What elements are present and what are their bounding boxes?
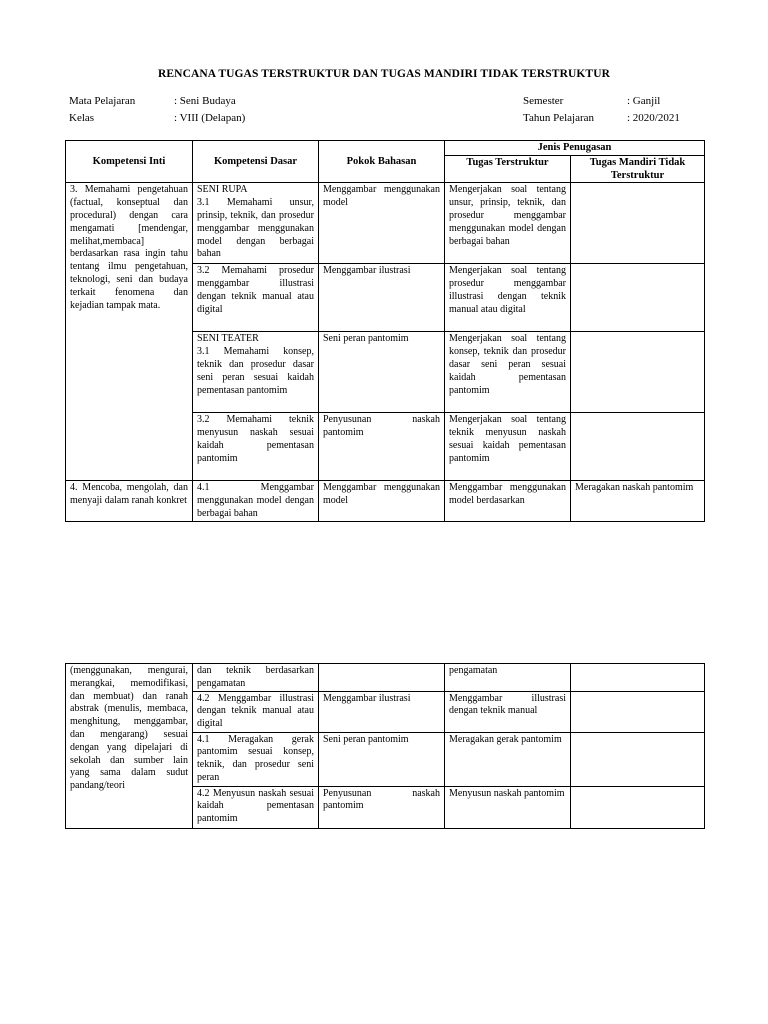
kd-heading-seni-teater: SENI TEATER	[197, 333, 259, 345]
tugas-mandiri-cell	[571, 413, 705, 481]
kd-text: 3.1 Memahami unsur, prinsip, teknik, dan prosedur menggambar menggunakan model dengan berbagai bahan	[197, 197, 314, 260]
pokok-bahasan-cell: Penyusunan naskah pantomim	[319, 413, 445, 481]
pokok-bahasan-cell: Penyusunan naskah pantomim	[319, 786, 445, 828]
tugas-terstruktur-cell: Mengerjakan soal tentang prosedur menggambar illustrasi dengan teknik manual atau digital	[445, 264, 571, 332]
header-jenis-penugasan: Jenis Penugasan	[445, 141, 705, 156]
kompetensi-dasar-cell: 4.2 Menggambar illustrasi dengan teknik manual atau digital	[193, 691, 319, 732]
kompetensi-dasar-cell: 3.2 Memahami prosedur menggambar illustrasi dengan teknik manual atau digital	[193, 264, 319, 332]
pokok-bahasan-cell: Seni peran pantomim	[319, 732, 445, 786]
meta-label-class: Kelas	[69, 112, 95, 124]
meta-left	[69, 93, 245, 127]
pokok-bahasan-cell	[319, 664, 445, 692]
kompetensi-dasar-cell: 4.1 Meragakan gerak pantomim sesuai konsep, teknik, dan prosedur seni peran	[193, 732, 319, 786]
kompetensi-inti-4-cell: 4. Mencoba, mengolah, dan menyaji dalam ranah konkret	[66, 481, 193, 522]
tugas-terstruktur-cell: Menggambar menggunakan model berdasarkan	[445, 481, 571, 522]
pokok-bahasan-cell: Menggambar ilustrasi	[319, 264, 445, 332]
tugas-terstruktur-cell: Mengerjakan soal tentang konsep, teknik dan prosedur dasar seni peran sesuai kaidah pementasan pantomim	[445, 332, 571, 413]
tugas-terstruktur-cell: pengamatan	[445, 664, 571, 692]
kompetensi-inti-4-continued-cell: (menggunakan, mengurai, merangkai, memodifikasi, dan membuat) dan ranah abstrak (menulis, membaca, menghitung, menggambar, dan mengarang) sesuai dengan yang dipelajari di sekolah dan sumber lain yang sama dalam sudut pandang/teori	[66, 664, 193, 829]
kompetensi-inti-3-cell: 3. Memahami pengetahuan (factual, konseptual dan procedural) dengan cara mengamati [mendengar, melihat,membaca] berdasarkan rasa ingin tahu tentang ilmu pengetahuan, teknologi, seni dan budaya terkait fenomena dan kejadian tampak mata.	[66, 183, 193, 481]
tugas-terstruktur-cell: Mengerjakan soal tentang teknik menyusun naskah sesuai kaidah pementasan pantomim	[445, 413, 571, 481]
kd-heading-seni-rupa: SENI RUPA	[197, 184, 248, 196]
pokok-bahasan-cell: Menggambar ilustrasi	[319, 691, 445, 732]
task-plan-table	[65, 140, 705, 522]
header-tugas-mandiri: Tugas Mandiri Tidak Terstruktur	[571, 155, 705, 183]
tugas-terstruktur-cell: Meragakan gerak pantomim	[445, 732, 571, 786]
kompetensi-dasar-cell	[193, 332, 319, 413]
header-tugas-terstruktur: Tugas Terstruktur	[445, 155, 571, 183]
kompetensi-dasar-cell	[193, 183, 319, 264]
table-row	[66, 183, 705, 264]
tugas-terstruktur-cell: Menggambar illustrasi dengan teknik manual	[445, 691, 571, 732]
kd-text: 3.1 Memahami konsep, teknik dan prosedur dasar seni peran sesuai kaidah pementasan pantomim	[197, 346, 314, 396]
tugas-mandiri-cell	[571, 691, 705, 732]
pokok-bahasan-cell: Menggambar menggunakan model	[319, 481, 445, 522]
header-kompetensi-inti: Kompetensi Inti	[66, 141, 193, 183]
meta-value-subject: : Seni Budaya	[174, 95, 236, 107]
tugas-terstruktur-cell: Mengerjakan soal tentang unsur, prinsip, teknik, dan prosedur menggambar menggunakan model dengan berbagai bahan	[445, 183, 571, 264]
pokok-bahasan-cell: Seni peran pantomim	[319, 332, 445, 413]
kompetensi-dasar-cell: 4.2 Menyusun naskah sesuai kaidah pementasan pantomim	[193, 786, 319, 828]
tugas-terstruktur-cell: Menyusun naskah pantomim	[445, 786, 571, 828]
document-title: RENCANA TUGAS TERSTRUKTUR DAN TUGAS MANDIRI TIDAK TERSTRUKTUR	[157, 68, 611, 80]
table-row	[66, 481, 705, 522]
tugas-mandiri-cell	[571, 786, 705, 828]
table-row	[66, 664, 705, 692]
tugas-mandiri-cell	[571, 332, 705, 413]
meta-right	[523, 93, 680, 127]
meta-value-year: : 2020/2021	[627, 112, 680, 124]
tugas-mandiri-cell	[571, 732, 705, 786]
header-kompetensi-dasar: Kompetensi Dasar	[193, 141, 319, 183]
meta-label-year: Tahun Pelajaran	[523, 112, 595, 124]
task-plan-table-continued	[65, 663, 705, 829]
meta-label-semester: Semester	[523, 95, 564, 107]
meta-value-semester: : Ganjil	[627, 95, 661, 107]
kompetensi-dasar-cell: 4.1 Menggambar menggunakan model dengan berbagai bahan	[193, 481, 319, 522]
tugas-mandiri-cell	[571, 664, 705, 692]
kompetensi-dasar-cell: 3.2 Memahami teknik menyusun naskah sesuai kaidah pementasan pantomim	[193, 413, 319, 481]
meta-value-class: : VIII (Delapan)	[174, 112, 246, 124]
kompetensi-dasar-cell: dan teknik berdasarkan pengamatan	[193, 664, 319, 692]
header-pokok-bahasan: Pokok Bahasan	[319, 141, 445, 183]
pokok-bahasan-cell: Menggambar menggunakan model	[319, 183, 445, 264]
meta-label-subject: Mata Pelajaran	[69, 95, 136, 107]
tugas-mandiri-cell: Meragakan naskah pantomim	[571, 481, 705, 522]
tugas-mandiri-cell	[571, 183, 705, 264]
tugas-mandiri-cell	[571, 264, 705, 332]
